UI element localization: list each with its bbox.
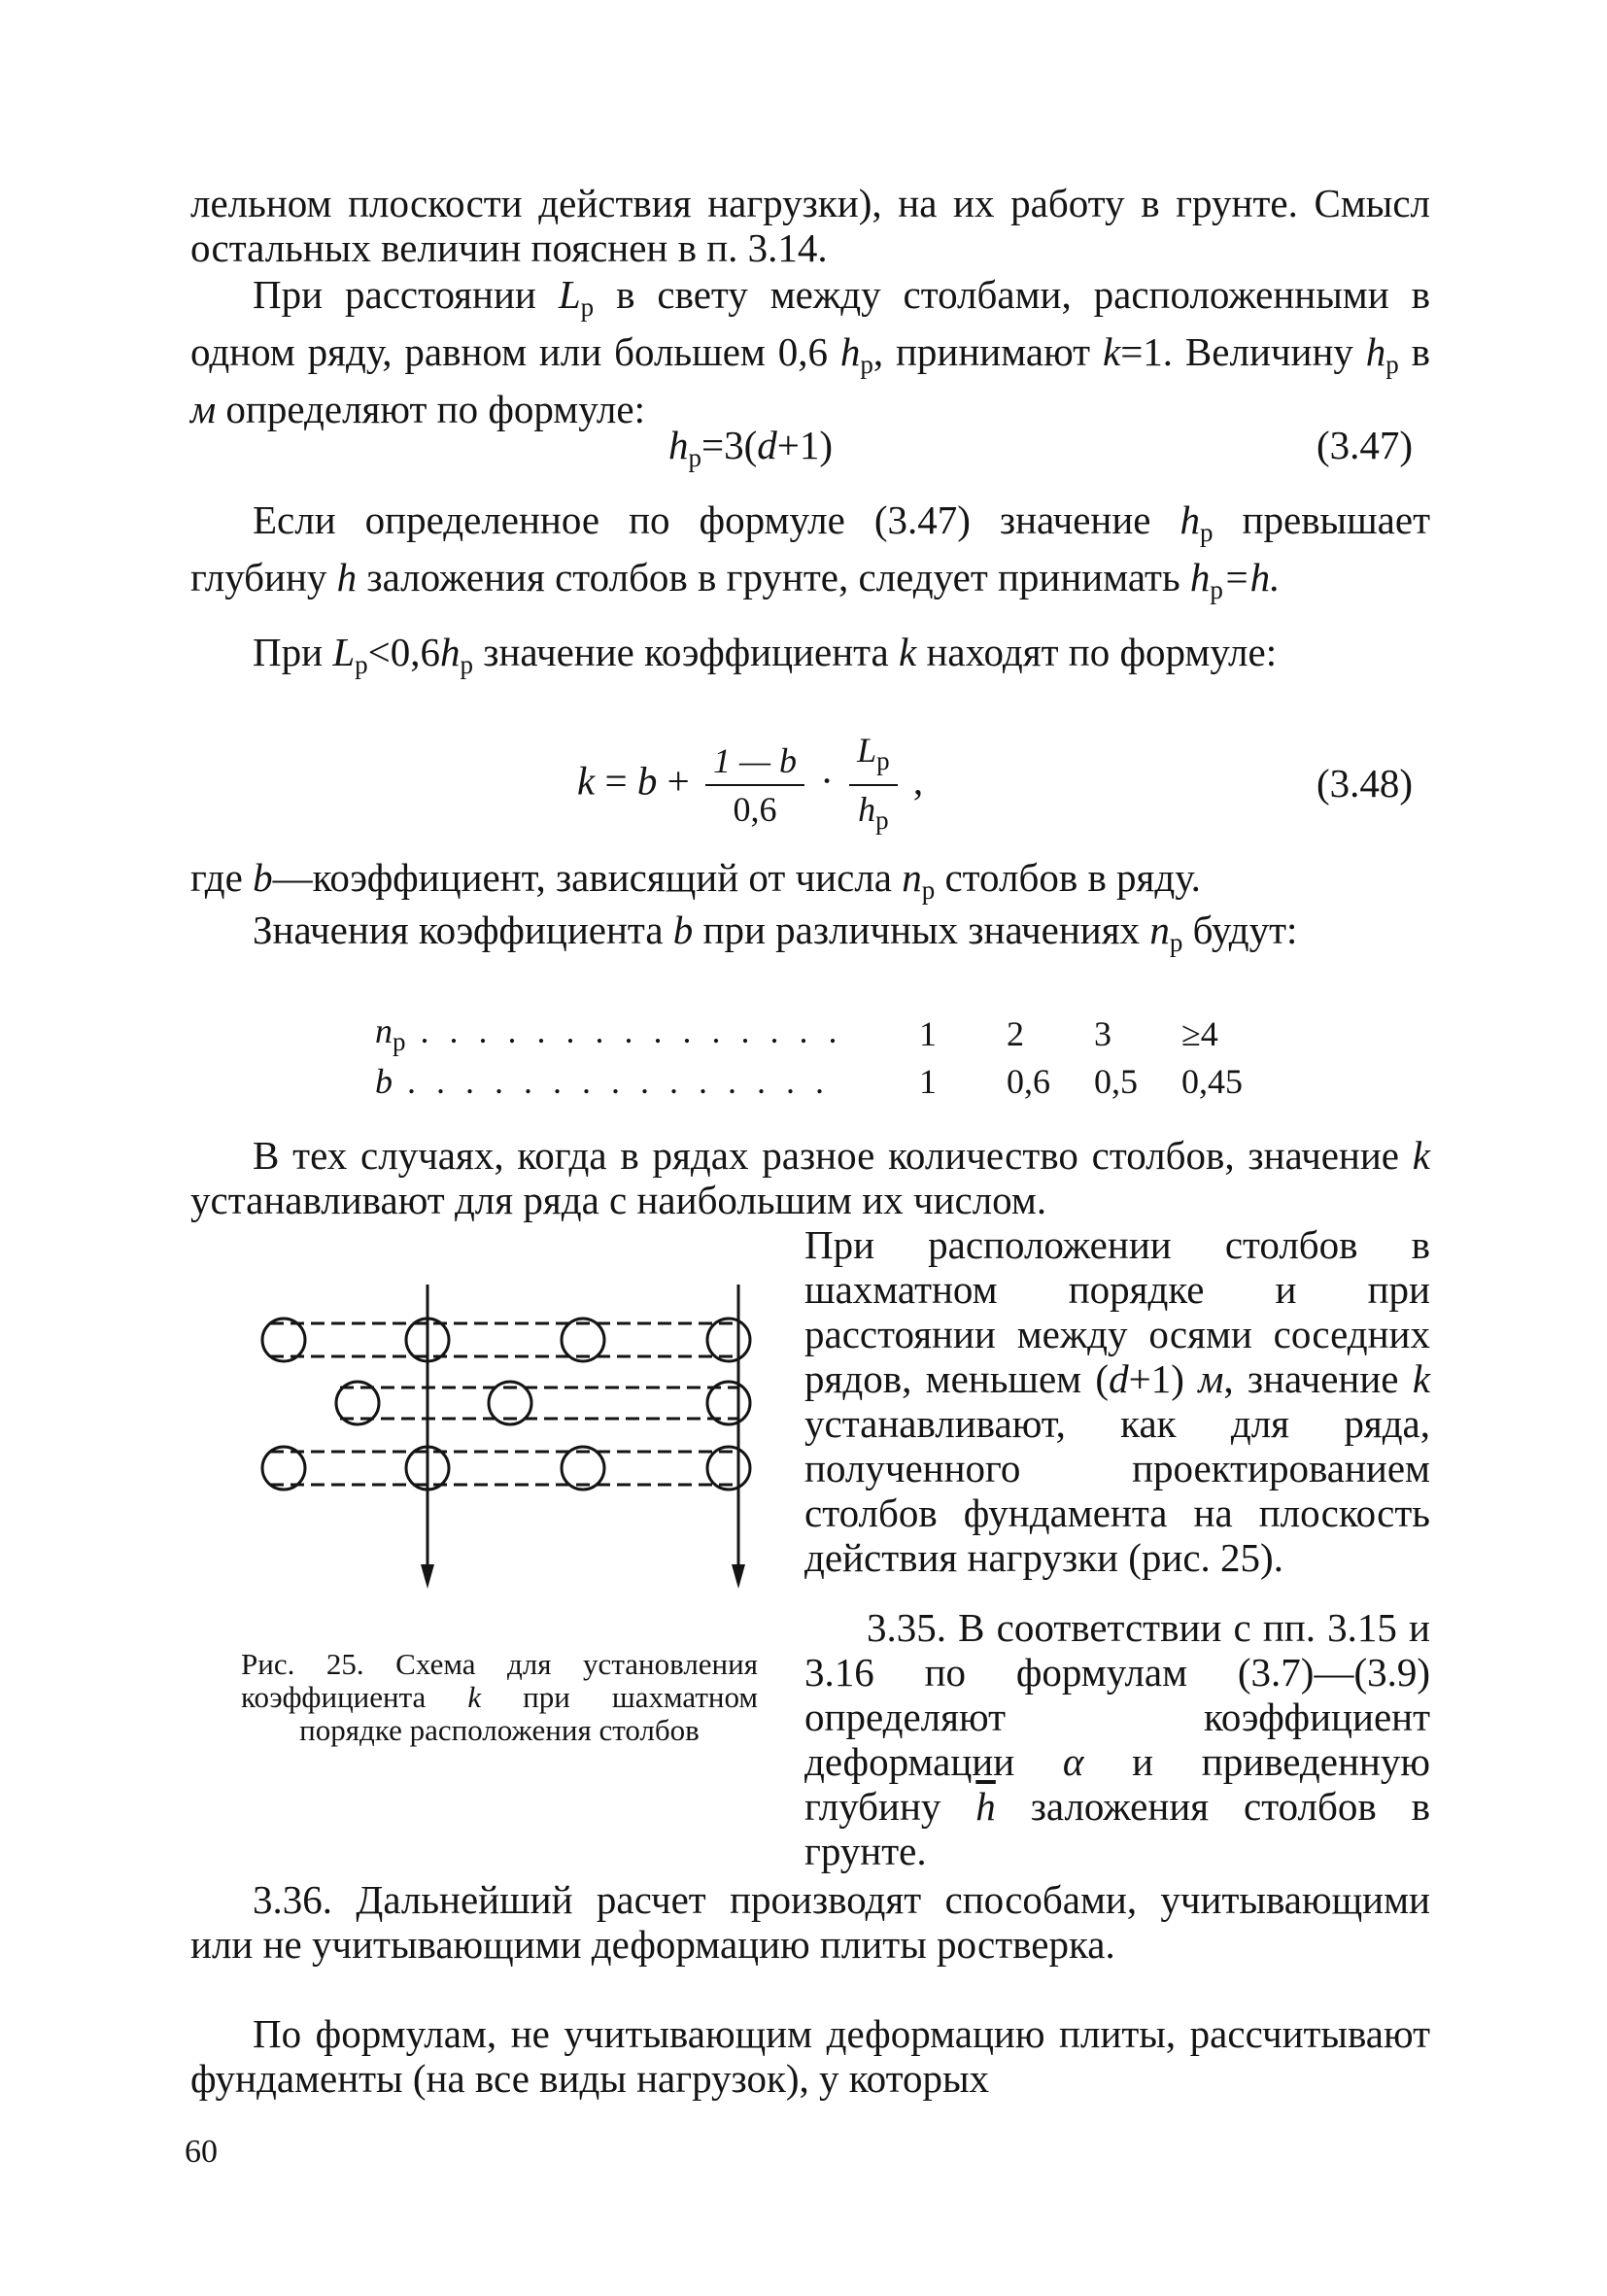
paragraph-1: лельном плоскости действия нагрузки), на их работу в грунте. Смысл остальных величин пояснен в п. 3.14. — [190, 181, 1430, 270]
paragraph-11: По формулам, не учитывающим деформацию плиты, рассчитывают фундаменты (на все виды нагрузок), у которых — [190, 2011, 1430, 2101]
pile-circle — [707, 1319, 750, 1361]
equation-3-47: $h_р=3(d+1)$ — [668, 423, 834, 472]
equation-3-48: k = b + $\frac{1 — b}{0,6}$ · $\frac{L_р}{h_р}$ , — [577, 731, 923, 840]
paragraph-7: В тех случаях, когда в рядах разное количество столбов, значение k устанавливают для ряда с наибольшим их числом. — [190, 1133, 1430, 1222]
table-row-np: $n_р$ . . . . . . . . . . . . . . . 1 2 3 ≥4 — [375, 1011, 1218, 1056]
paragraph-8: При расположении столбов в шахматном порядке и при расстоянии между осями соседних рядов, меньшем (d+1) м, значение k устанавливают, как для ряда, полученного проектированием столбов фундамента на плоскость действия нагрузки (рис. 25). — [804, 1222, 1431, 1580]
pile-circle — [707, 1447, 750, 1490]
page-number: 60 — [185, 2134, 218, 2170]
equation-number-3-48: (3.48) — [1316, 761, 1414, 805]
pile-circle — [262, 1319, 305, 1361]
coefficient-table — [375, 1011, 1243, 1106]
pile-circle — [262, 1447, 305, 1490]
paragraph-10: 3.36. Дальнейший расчет производят способами, учитывающими или не учитывающими деформацию плиты ростверка. — [190, 1877, 1430, 1967]
figure-caption: Рис. 25. Схема для установления коэффициента k при шахматном порядке расположения столбов — [241, 1647, 758, 1747]
paragraph-9: 3.35. В соответствии с пп. 3.15 и 3.16 по формулам (3.7)—(3.9) определяют коэффициент деформации α и приведенную глубину $\overline{h}$ заложения столбов в грунте. — [804, 1605, 1430, 1873]
paragraph-6: Значения коэффициента b при различных значениях $n_р$ будут: — [253, 908, 1298, 957]
paragraph-3: Если определенное по формуле (3.47) значение $h_р$ превышает глубину h заложения столбов в грунте, следует принимать $h_р=h$. — [190, 497, 1430, 604]
arrow-head-right — [732, 1564, 745, 1589]
pile-layout-diagram — [243, 1273, 777, 1603]
paragraph-4: При $L_р<0,6h_р$ значение коэффициента k находят по формуле: — [253, 630, 1278, 679]
paragraph-5: где b—коэффициент, зависящий от числа $n_р$ столбов в ряду. — [190, 855, 1201, 905]
fraction-2: $\frac{L_р}{h_р}$ — [849, 731, 898, 840]
table-row-b: b . . . . . . . . . . . . . . . 1 0,6 0,5 0,45 — [375, 1062, 1243, 1101]
pile-circle — [336, 1382, 379, 1424]
equation-number-3-47: (3.47) — [1316, 423, 1414, 467]
pile-circle — [562, 1319, 604, 1361]
arrow-head-left — [421, 1564, 434, 1589]
paragraph-2: При расстоянии $L_р$ в свету между столбами, расположенными в одном ряду, равном или большем 0,6 $h_р$, принимают k=1. Величину $h_р$ в м определяют по формуле: — [190, 272, 1430, 431]
fraction-1: $\frac{1 — b}{0,6}$ — [705, 741, 804, 829]
pile-circle — [562, 1447, 604, 1490]
